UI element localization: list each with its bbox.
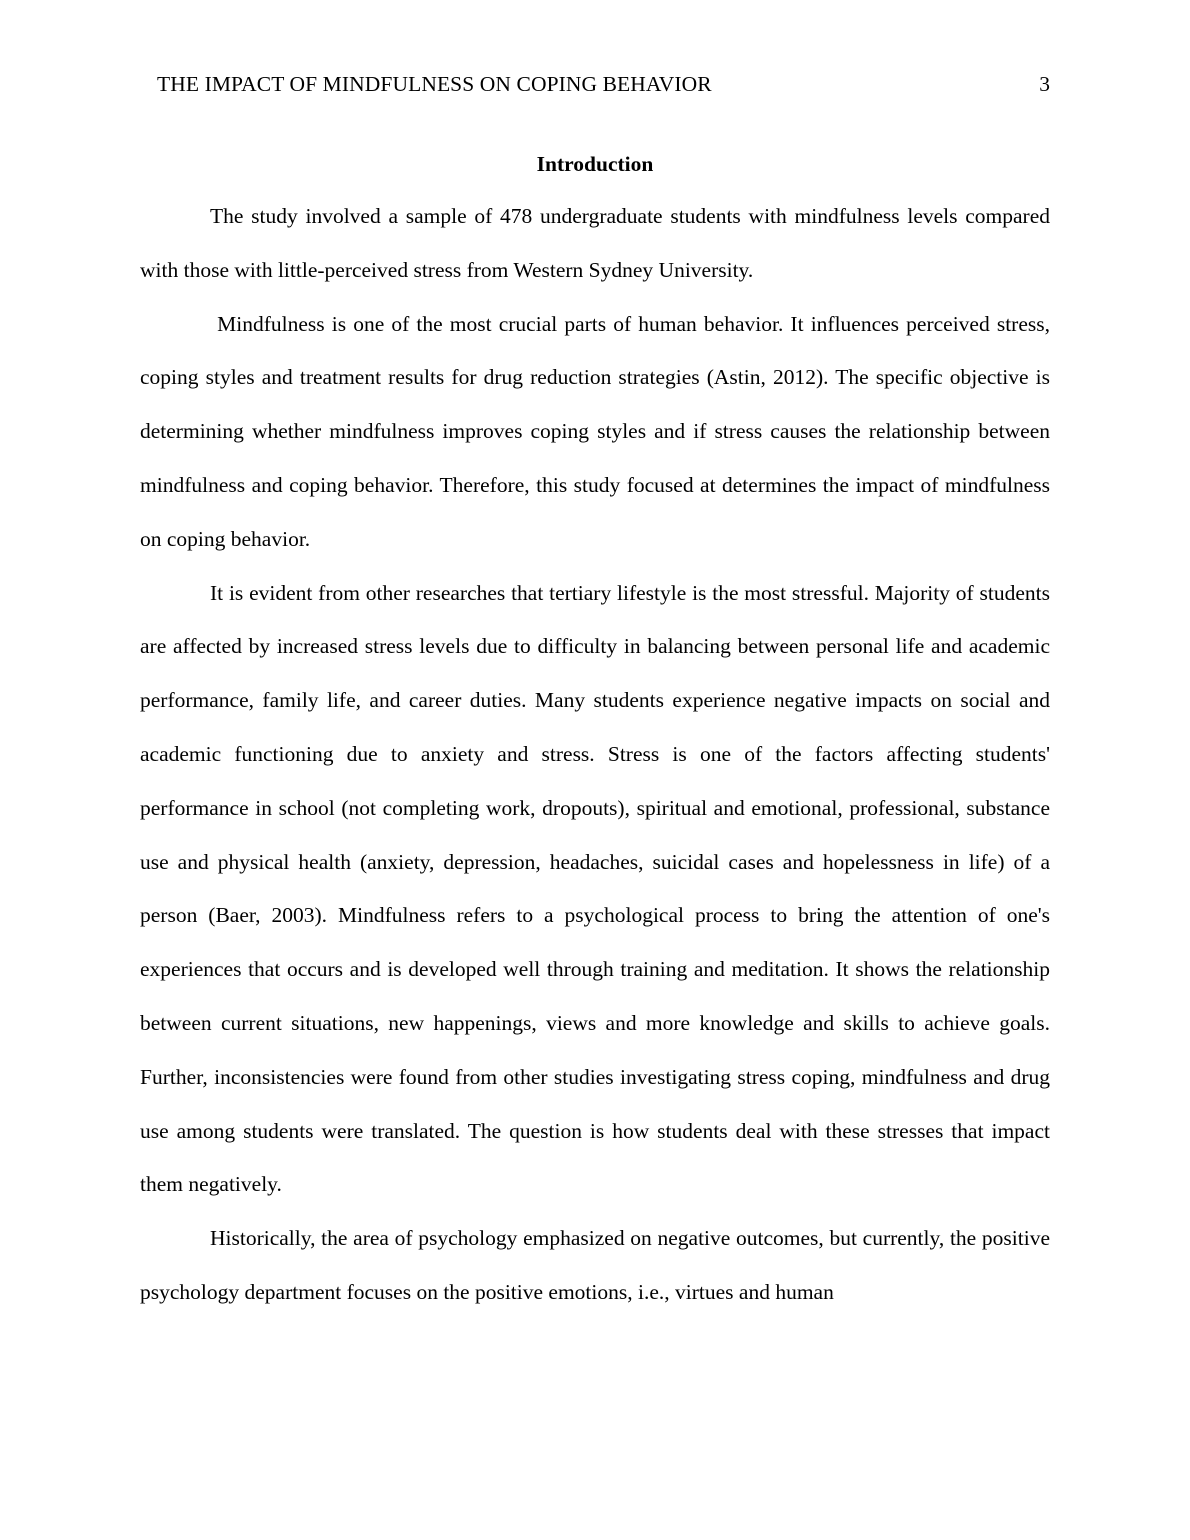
paragraph: Historically, the area of psychology emphasized on negative outcomes, but currently, the positive psychology department focuses on the positive emotions, i.e., virtues and human — [140, 1226, 1050, 1304]
paragraph: Mindfulness is one of the most crucial parts of human behavior. It influences perceived stress, coping styles and treatment results for drug reduction strategies (Astin, 2012). The specific objective is determining whether mindfulness improves coping styles and if stress causes the relationship between mindfulness and coping behavior. Therefore, this study focused at determines the impact of mindfulness on coping behavior. — [140, 311, 1056, 551]
section-heading: Introduction — [536, 152, 654, 176]
body-text — [140, 190, 1056, 1320]
page-number: 3 — [1039, 72, 1050, 96]
paragraph: It is evident from other researches that tertiary lifestyle is the most stressful. Majority of students are affected by increased stress levels due to difficulty in balancing between personal life and academic performance, family life, and career duties. Many students experience negative impacts on social and academic functioning due to anxiety and stress. Stress is one of the factors affecting students' performance in school (not completing work, dropouts), spiritual and emotional, professional, substance use and physical health (anxiety, depression, headaches, suicidal cases and hopelessness in life) of a person (Baer, 2003). Mindfulness refers to a psychological process to bring the attention of one's experiences that occurs and is developed well through training and meditation. It shows the relationship between current situations, new happenings, views and more knowledge and skills to achieve goals. Further, inconsistencies were found from other studies investigating stress coping, mindfulness and drug use among students were translated. The question is how students deal with these stresses that impact them negatively. — [140, 580, 1050, 1197]
running-head: THE IMPACT OF MINDFULNESS ON COPING BEHAVIOR — [157, 72, 712, 96]
paragraph: The study involved a sample of 478 undergraduate students with mindfulness levels compared with those with little-perceived stress from Western Sydney University. — [140, 204, 1050, 282]
